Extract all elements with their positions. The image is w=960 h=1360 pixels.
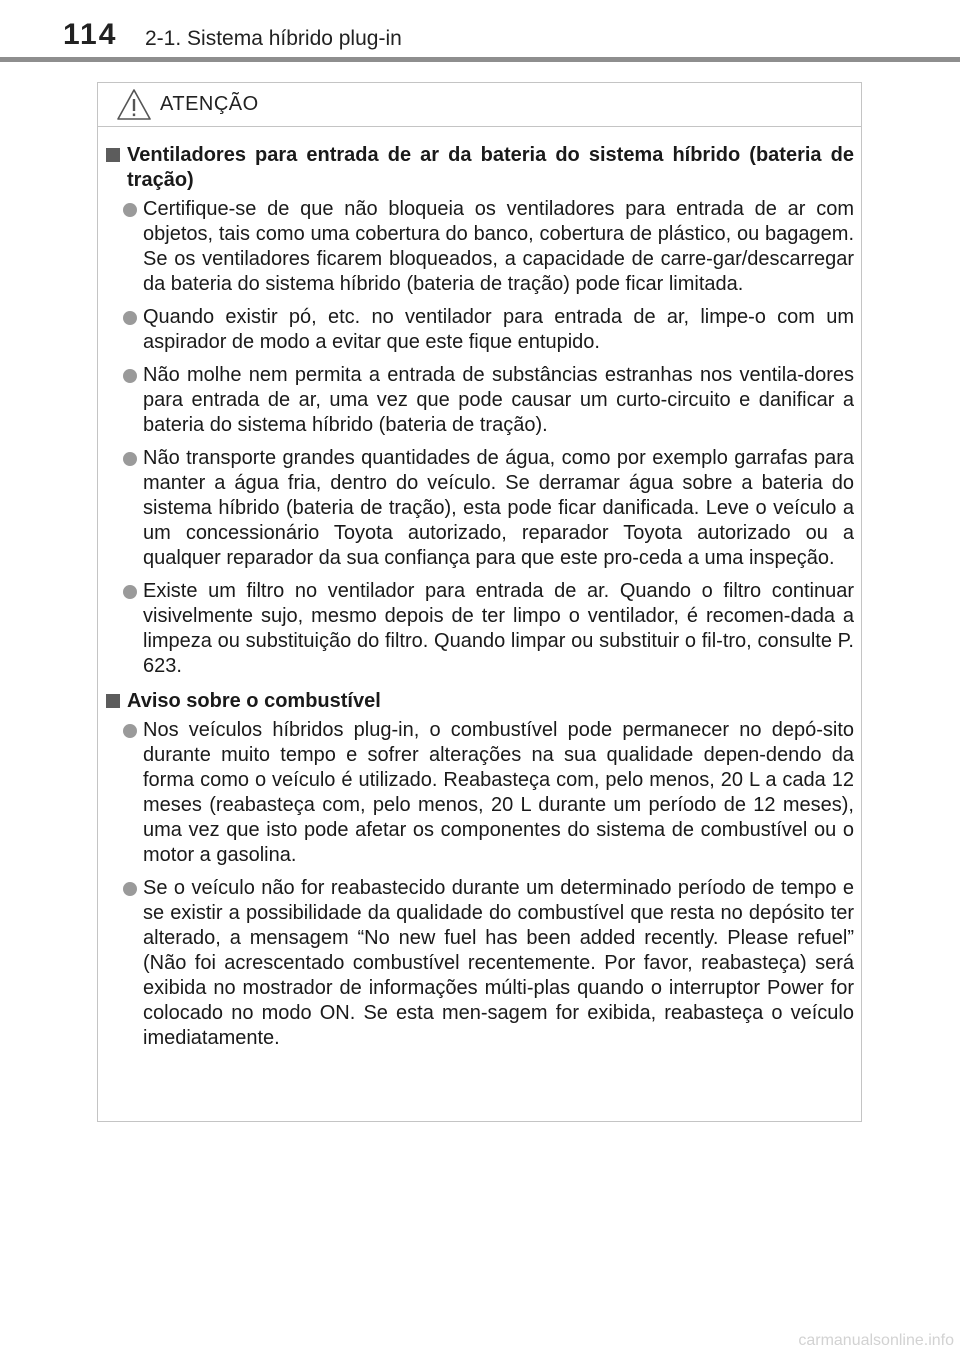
list-item bbox=[106, 579, 854, 679]
header-rule bbox=[0, 57, 960, 62]
circle-bullet-icon bbox=[123, 311, 137, 325]
chapter-title: 2-1. Sistema híbrido plug-in bbox=[145, 27, 402, 50]
list-item bbox=[106, 197, 854, 297]
circle-bullet-icon bbox=[123, 585, 137, 599]
footer-watermark: carmanualsonline.info bbox=[798, 1332, 954, 1349]
warning-triangle-icon bbox=[116, 88, 152, 121]
list-item-text: Existe um filtro no ventilador para entrada de ar. Quando o filtro continuar visivelmente sujo, mesmo depois de ter limpo o ventilador, é recomen-dada a limpeza ou substituição do filtro. Quando limpar ou substituir o fil-tro, consulte P. 623. bbox=[143, 580, 854, 677]
circle-bullet-icon bbox=[123, 882, 137, 896]
list-item bbox=[106, 876, 854, 1051]
list-item bbox=[106, 363, 854, 438]
square-bullet-icon bbox=[106, 694, 120, 708]
section-title-ventilators bbox=[106, 143, 854, 193]
section-title-fuel bbox=[106, 689, 854, 714]
caution-content bbox=[106, 143, 854, 1059]
list-item-text: Não transporte grandes quantidades de água, como por exemplo garrafas para manter a água fria, dentro do veículo. Se derramar água sobre a bateria do sistema híbrido (bateria de tração), esta pode ficar danificada. Leve o veículo a um concessionário Toyota autorizado, reparador Toyota autorizado ou a qualquer reparador da sua confiança para que este pro-ceda a uma inspeção. bbox=[143, 447, 854, 569]
page-number: 114 bbox=[63, 18, 118, 51]
square-bullet-icon bbox=[106, 148, 120, 162]
caution-title: ATENÇÃO bbox=[160, 93, 259, 115]
circle-bullet-icon bbox=[123, 203, 137, 217]
caution-box bbox=[97, 82, 862, 1122]
list-item-text: Não molhe nem permita a entrada de substâncias estranhas nos ventila-dores para entrada de ar, uma vez que pode causar um curto-circuito e danificar a bateria do sistema híbrido (bateria de tração). bbox=[143, 364, 854, 436]
circle-bullet-icon bbox=[123, 452, 137, 466]
list-item-text: Quando existir pó, etc. no ventilador para entrada de ar, limpe-o com um aspirador de modo a evitar que este fique entupido. bbox=[143, 306, 854, 353]
circle-bullet-icon bbox=[123, 369, 137, 383]
section-title-text: Ventiladores para entrada de ar da bateria do sistema híbrido (bateria de tração) bbox=[127, 144, 854, 191]
section-title-text: Aviso sobre o combustível bbox=[127, 690, 381, 712]
list-item-text: Nos veículos híbridos plug-in, o combustível pode permanecer no depó-sito durante muito tempo e sofrer alterações na sua qualidade depen-dendo da forma como o veículo é utilizado. Reabasteça com, pelo menos, 20 L a cada 12 meses (reabasteça com, pelo menos, 20 L durante um período de 12 meses), uma vez que isto pode afetar os componentes do sistema de combustível ou o motor a gasolina. bbox=[143, 719, 854, 866]
list-item bbox=[106, 718, 854, 868]
list-item bbox=[106, 305, 854, 355]
page-header bbox=[0, 0, 960, 62]
list-item-text: Certifique-se de que não bloqueia os ventiladores para entrada de ar com objetos, tais como uma cobertura do banco, cobertura de plástico, ou bagagem. Se os ventiladores ficarem bloqueados, a capacidade de carre-gar/descarregar da bateria do sistema híbrido (bateria de tração) pode ficar limitada. bbox=[143, 198, 854, 295]
circle-bullet-icon bbox=[123, 724, 137, 738]
caution-header bbox=[98, 83, 861, 127]
list-item-text: Se o veículo não for reabastecido durante um determinado período de tempo e se existir a possibilidade da qualidade do combustível que resta no depósito ter alterado, a mensagem “No new fuel has been added recently. Please refuel” (Não foi acrescentado combustível recentemente. Por favor, reabasteça) será exibida no mostrador de informações múlti-plas quando o interruptor Power for colocado no modo ON. Se esta men-sagem for exibida, reabasteça o veículo imediatamente. bbox=[143, 877, 854, 1049]
list-item bbox=[106, 446, 854, 571]
